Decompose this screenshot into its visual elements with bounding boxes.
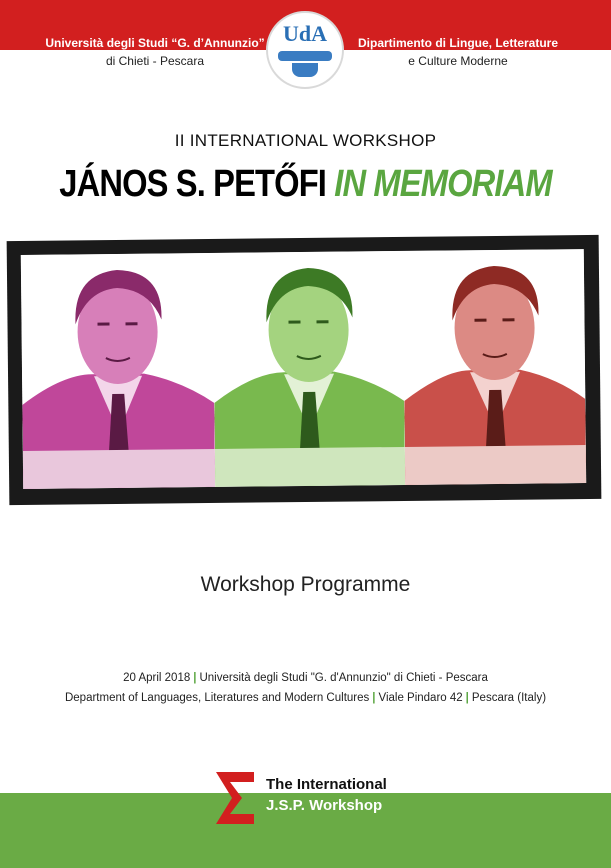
title-name: JÁNOS S. PETŐFI xyxy=(59,163,327,205)
separator: | xyxy=(465,692,469,704)
event-details-line-1 xyxy=(0,672,611,684)
separator: | xyxy=(193,672,197,684)
separator: | xyxy=(372,692,376,704)
portrait-magenta xyxy=(21,253,215,489)
university-name xyxy=(40,36,270,70)
workshop-subtitle: II INTERNATIONAL WORKSHOP xyxy=(174,131,437,150)
department-name xyxy=(348,36,568,70)
portrait-red xyxy=(403,249,586,485)
university-logo xyxy=(266,11,344,89)
event-department: Department of Languages, Literatures and Modern Cultures xyxy=(64,692,370,704)
logo-band xyxy=(278,51,332,61)
footer-line-2: J.S.P. Workshop xyxy=(266,797,383,814)
event-date: 20 April 2018 xyxy=(123,672,191,684)
department-line-1: Dipartimento di Lingue, Letterature xyxy=(357,36,558,50)
portrait-strip xyxy=(21,249,586,489)
event-details-line-2 xyxy=(0,692,611,704)
title-in-memoriam: IN MEMORIAM xyxy=(334,163,552,205)
event-university: Università degli Studi "G. d'Annunzio" di Chieti - Pescara xyxy=(199,672,488,684)
event-address: Viale Pindaro 42 xyxy=(378,692,463,704)
university-line-2: di Chieti - Pescara xyxy=(105,54,205,68)
workshop-title xyxy=(43,163,568,206)
photo-frame xyxy=(7,235,602,505)
event-city: Pescara (Italy) xyxy=(471,692,547,704)
department-line-2: e Culture Moderne xyxy=(408,54,508,68)
programme-heading: Workshop Programme xyxy=(200,573,411,596)
university-line-1: Università degli Studi “G. d’Annunzio” xyxy=(45,36,265,50)
sigma-icon xyxy=(212,768,258,828)
logo-letters: UdA xyxy=(282,21,327,46)
logo-base xyxy=(292,63,318,77)
footer-line-1: The International xyxy=(266,776,387,793)
portrait-green xyxy=(213,251,405,487)
